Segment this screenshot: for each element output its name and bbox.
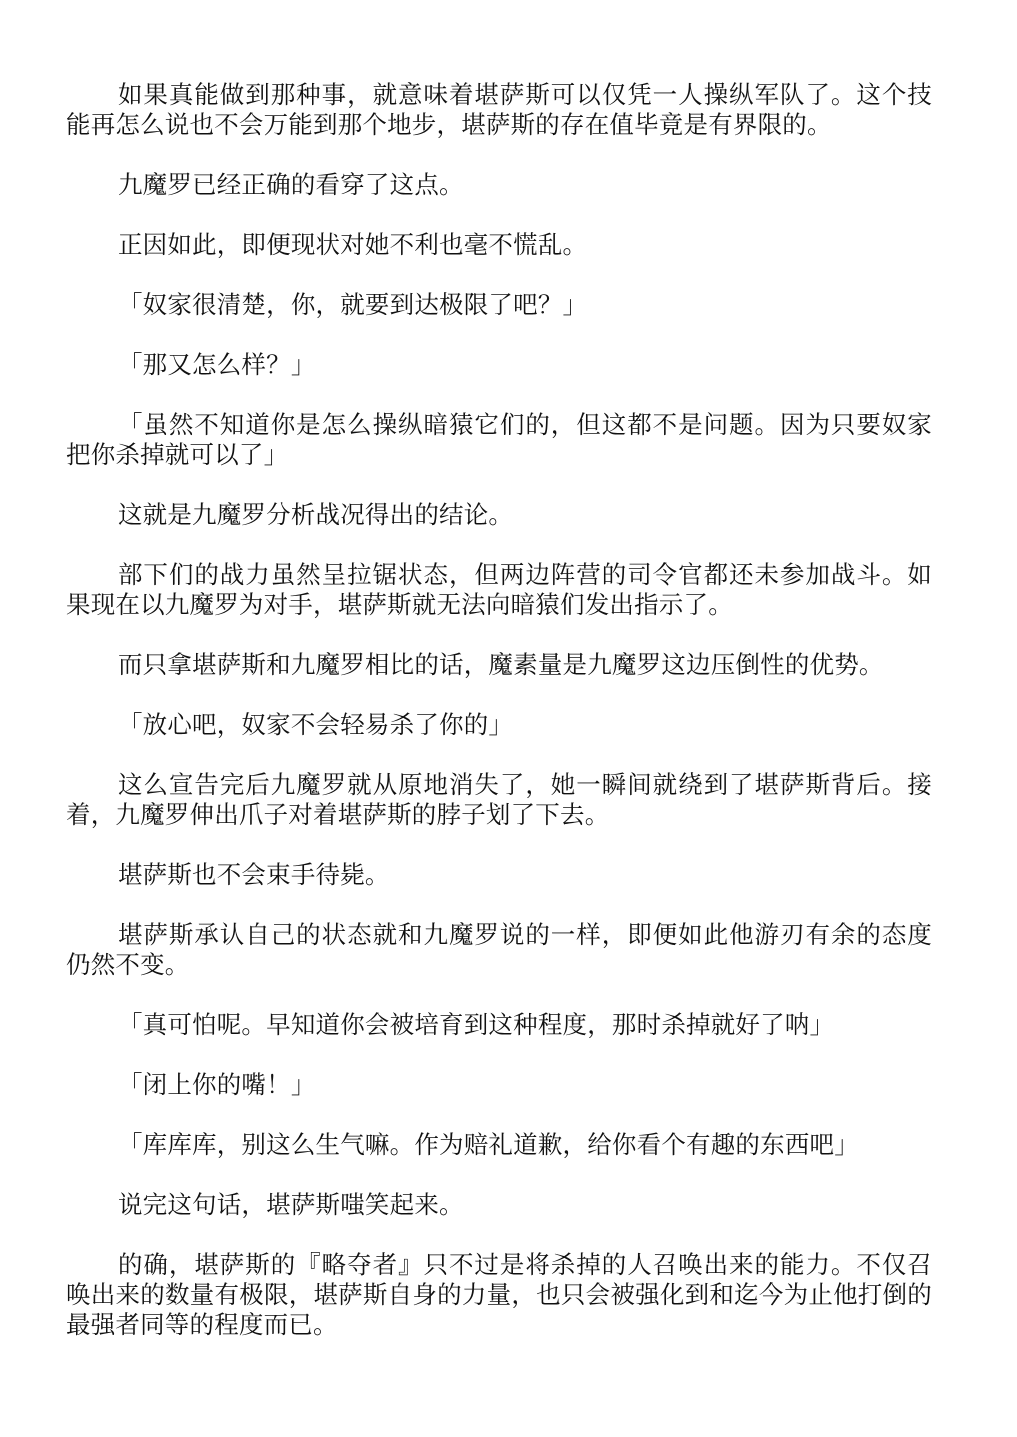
paragraph: 正因如此，即便现状对她不利也毫不慌乱。: [117, 230, 588, 259]
dialogue-paragraph: 「闭上你的嘴！」: [117, 1070, 316, 1099]
dialogue-paragraph: 「奴家很清楚，你，就要到达极限了吧？」: [117, 290, 588, 319]
paragraph: 的确，堪萨斯的『略夺者』只不过是将杀掉的人召唤出来的能力。不仅召唤出来的数量有极限，堪萨斯自身的力量，也只会被强化到和迄今为止他打倒的最强者同等的程度而已。: [66, 1250, 932, 1339]
dialogue-paragraph: 「真可怕呢。早知道你会被培育到这种程度，那时杀掉就好了呐」: [117, 1010, 835, 1039]
paragraph: 而只拿堪萨斯和九魔罗相比的话，魔素量是九魔罗这边压倒性的优势。: [117, 650, 884, 679]
paragraph: 部下们的战力虽然呈拉锯状态，但两边阵营的司令官都还未参加战斗。如果现在以九魔罗为对手，堪萨斯就无法向暗猿们发出指示了。: [66, 560, 932, 619]
dialogue-paragraph: 「虽然不知道你是怎么操纵暗猿它们的，但这都不是问题。因为只要奴家把你杀掉就可以了」: [66, 410, 932, 469]
paragraph: 这就是九魔罗分析战况得出的结论。: [117, 500, 514, 529]
paragraph: 这么宣告完后九魔罗就从原地消失了，她一瞬间就绕到了堪萨斯背后。接着，九魔罗伸出爪子对着堪萨斯的脖子划了下去。: [66, 770, 932, 829]
paragraph: 如果真能做到那种事，就意味着堪萨斯可以仅凭一人操纵军队了。这个技能再怎么说也不会万能到那个地步，堪萨斯的存在值毕竟是有界限的。: [66, 80, 932, 139]
paragraph: 堪萨斯承认自己的状态就和九魔罗说的一样，即便如此他游刃有余的态度仍然不变。: [66, 920, 932, 979]
paragraph: 九魔罗已经正确的看穿了这点。: [117, 170, 464, 199]
dialogue-paragraph: 「那又怎么样？」: [117, 350, 316, 379]
document-page: [66, 80, 932, 1370]
dialogue-paragraph: 「库库库，别这么生气嘛。作为赔礼道歉，给你看个有趣的东西吧」: [117, 1130, 859, 1159]
dialogue-paragraph: 「放心吧，奴家不会轻易杀了你的」: [117, 710, 514, 739]
paragraph: 堪萨斯也不会束手待毙。: [117, 860, 390, 889]
paragraph: 说完这句话，堪萨斯嗤笑起来。: [117, 1190, 464, 1219]
